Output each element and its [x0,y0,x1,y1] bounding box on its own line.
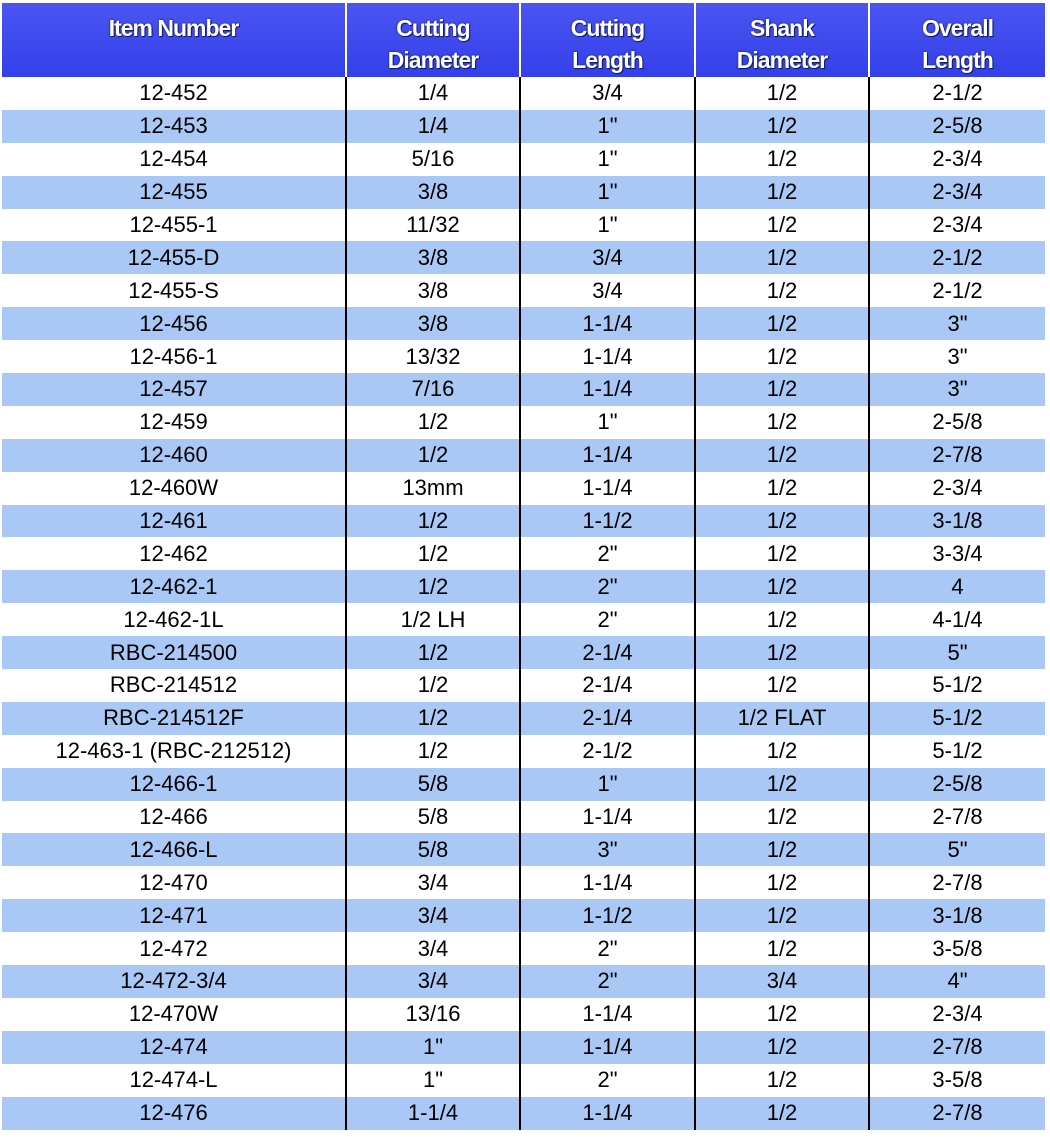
cutting-diameter-cell: 1/2 [346,570,520,603]
cutting-length-cell: 1" [520,176,695,209]
shank-diameter-cell: 1/2 [695,505,869,538]
table-row [2,307,1045,340]
cutting-length-cell: 1" [520,768,695,801]
overall-length-cell: 2-3/4 [869,998,1045,1031]
cutting-length-cell: 2" [520,932,695,965]
table-row [2,833,1045,866]
shank-diameter-cell: 1/2 [695,274,869,307]
item-number-cell: 12-471 [2,899,346,932]
table-row [2,241,1045,274]
item-number-cell: 12-470 [2,866,346,899]
table-row [2,274,1045,307]
cutting-length-cell: 1" [520,110,695,143]
cutting-length-cell: 1-1/4 [520,998,695,1031]
overall-length-cell: 5" [869,636,1045,669]
shank-diameter-cell: 1/2 [695,1097,869,1130]
overall-length-cell: 2-7/8 [869,1031,1045,1064]
item-number-cell: 12-470W [2,998,346,1031]
cutting-diameter-cell: 1/2 [346,537,520,570]
item-number-cell: 12-463-1 (RBC-212512) [2,735,346,768]
cutting-length-cell: 2" [520,603,695,636]
shank-diameter-cell: 1/2 [695,998,869,1031]
table-row [2,505,1045,538]
table-row [2,735,1045,768]
overall-length-cell: 3-3/4 [869,537,1045,570]
cutting-length-cell: 1-1/2 [520,505,695,538]
cutting-diameter-cell: 3/8 [346,241,520,274]
overall-length-cell: 2-7/8 [869,1097,1045,1130]
table-body [2,77,1045,1130]
overall-length-cell: 2-3/4 [869,176,1045,209]
cutting-diameter-cell: 1/4 [346,77,520,110]
shank-diameter-cell: 1/2 [695,176,869,209]
overall-length-cell: 2-3/4 [869,472,1045,505]
item-number-cell: 12-460 [2,439,346,472]
shank-diameter-cell: 1/2 [695,472,869,505]
cutting-diameter-cell: 13/16 [346,998,520,1031]
shank-diameter-cell: 1/2 [695,570,869,603]
shank-diameter-cell: 1/2 [695,866,869,899]
table-row [2,998,1045,1031]
cutting-length-cell: 2" [520,965,695,998]
cutting-length-cell: 1-1/4 [520,307,695,340]
cutting-length-cell: 2" [520,1064,695,1097]
shank-diameter-cell: 1/2 FLAT [695,702,869,735]
table-row [2,603,1045,636]
item-number-cell: 12-457 [2,373,346,406]
cutting-diameter-cell: 3/4 [346,866,520,899]
item-number-cell: 12-454 [2,143,346,176]
item-number-cell: RBC-214500 [2,636,346,669]
overall-length-cell: 4-1/4 [869,603,1045,636]
header-shank-diameter-line-2: Diameter [736,47,828,73]
table-row [2,702,1045,735]
cutting-diameter-cell: 1/2 [346,636,520,669]
cutting-length-cell: 3/4 [520,274,695,307]
cutting-diameter-cell: 1/2 [346,702,520,735]
cutting-diameter-cell: 3/8 [346,176,520,209]
table-row [2,373,1045,406]
cutting-length-cell: 3/4 [520,241,695,274]
shank-diameter-cell: 1/2 [695,1064,869,1097]
shank-diameter-cell: 1/2 [695,636,869,669]
shank-diameter-cell: 1/2 [695,439,869,472]
shank-diameter-cell: 1/2 [695,833,869,866]
overall-length-cell: 3" [869,340,1045,373]
overall-length-cell: 2-1/2 [869,241,1045,274]
cutting-length-cell: 1" [520,143,695,176]
overall-length-cell: 4" [869,965,1045,998]
cutting-length-cell: 2" [520,570,695,603]
item-number-cell: 12-462 [2,537,346,570]
overall-length-cell: 2-7/8 [869,866,1045,899]
item-number-cell: 12-476 [2,1097,346,1130]
cutting-diameter-cell: 1/4 [346,110,520,143]
table-row [2,866,1045,899]
shank-diameter-cell: 1/2 [695,899,869,932]
cutting-length-cell: 1-1/4 [520,373,695,406]
cutting-length-cell: 3" [520,833,695,866]
item-number-cell: 12-466-L [2,833,346,866]
item-number-cell: 12-462-1L [2,603,346,636]
shank-diameter-cell: 1/2 [695,373,869,406]
table-row [2,340,1045,373]
header-cutting-length [520,3,695,77]
cutting-diameter-cell: 1/2 [346,406,520,439]
table-row [2,669,1045,702]
shank-diameter-cell: 1/2 [695,1031,869,1064]
shank-diameter-cell: 3/4 [695,965,869,998]
cutting-diameter-cell: 3/4 [346,965,520,998]
table-row [2,209,1045,242]
cutting-diameter-cell: 5/8 [346,768,520,801]
item-number-cell: 12-456-1 [2,340,346,373]
shank-diameter-cell: 1/2 [695,77,869,110]
overall-length-cell: 3" [869,307,1045,340]
table-row [2,1097,1045,1130]
item-number-cell: 12-462-1 [2,570,346,603]
item-number-cell: RBC-214512F [2,702,346,735]
cutting-diameter-cell: 3/4 [346,932,520,965]
cutting-diameter-cell: 13/32 [346,340,520,373]
table-row [2,965,1045,998]
cutting-diameter-cell: 1-1/4 [346,1097,520,1130]
cutting-diameter-cell: 1" [346,1064,520,1097]
overall-length-cell: 2-7/8 [869,439,1045,472]
cutting-length-cell: 2-1/4 [520,702,695,735]
shank-diameter-cell: 1/2 [695,340,869,373]
table-row [2,176,1045,209]
shank-diameter-cell: 1/2 [695,241,869,274]
item-number-cell: 12-466 [2,801,346,834]
header-cutting-diameter-line-1: Cutting [396,15,470,41]
header-shank-diameter-line-1: Shank [749,15,815,41]
shank-diameter-cell: 1/2 [695,143,869,176]
table-row [2,899,1045,932]
header-cutting-diameter [346,3,520,77]
overall-length-cell: 2-1/2 [869,77,1045,110]
item-number-cell: 12-474 [2,1031,346,1064]
cutting-diameter-cell: 1/2 [346,669,520,702]
cutting-length-cell: 1" [520,209,695,242]
overall-length-cell: 4 [869,570,1045,603]
cutting-diameter-cell: 5/8 [346,801,520,834]
overall-length-cell: 2-3/4 [869,143,1045,176]
table-row [2,110,1045,143]
cutting-diameter-cell: 11/32 [346,209,520,242]
header-cutting-diameter-line-2: Diameter [387,47,479,73]
table-row [2,636,1045,669]
cutting-diameter-cell: 3/4 [346,899,520,932]
item-number-cell: 12-466-1 [2,768,346,801]
overall-length-cell: 2-3/4 [869,209,1045,242]
cutting-length-cell: 1-1/4 [520,1031,695,1064]
item-number-cell: 12-459 [2,406,346,439]
shank-diameter-cell: 1/2 [695,209,869,242]
header-item-number [2,3,346,77]
cutting-length-cell: 2" [520,537,695,570]
cutting-length-cell: 3/4 [520,77,695,110]
table-row [2,439,1045,472]
cutting-length-cell: 1" [520,406,695,439]
cutting-diameter-cell: 13mm [346,472,520,505]
cutting-diameter-cell: 3/8 [346,307,520,340]
cutting-length-cell: 1-1/4 [520,472,695,505]
overall-length-cell: 3-1/8 [869,899,1045,932]
router-bit-spec-table [2,3,1045,1130]
item-number-cell: 12-461 [2,505,346,538]
table-row [2,768,1045,801]
item-number-cell: 12-460W [2,472,346,505]
table-row [2,570,1045,603]
item-number-cell: 12-455 [2,176,346,209]
table-row [2,406,1045,439]
shank-diameter-cell: 1/2 [695,110,869,143]
header-shank-diameter [695,3,869,77]
cutting-length-cell: 2-1/4 [520,636,695,669]
shank-diameter-cell: 1/2 [695,801,869,834]
cutting-diameter-cell: 3/8 [346,274,520,307]
table-row [2,143,1045,176]
cutting-diameter-cell: 1/2 [346,505,520,538]
item-number-cell: 12-472-3/4 [2,965,346,998]
header-cutting-length-line-1: Cutting [570,15,645,41]
shank-diameter-cell: 1/2 [695,307,869,340]
overall-length-cell: 2-5/8 [869,406,1045,439]
overall-length-cell: 3-1/8 [869,505,1045,538]
cutting-diameter-cell: 1/2 LH [346,603,520,636]
header-cutting-length-line-2: Length [572,47,643,73]
table-row [2,537,1045,570]
overall-length-cell: 5-1/2 [869,735,1045,768]
cutting-length-cell: 1-1/4 [520,340,695,373]
shank-diameter-cell: 1/2 [695,406,869,439]
cutting-diameter-cell: 5/16 [346,143,520,176]
overall-length-cell: 5-1/2 [869,702,1045,735]
shank-diameter-cell: 1/2 [695,603,869,636]
header-overall-length-line-1: Overall [922,15,993,41]
header-row [2,3,1045,77]
header-overall-length-line-2: Length [922,47,993,73]
table-row [2,472,1045,505]
overall-length-cell: 5-1/2 [869,669,1045,702]
item-number-cell: 12-455-S [2,274,346,307]
item-number-cell: 12-455-D [2,241,346,274]
overall-length-cell: 5" [869,833,1045,866]
item-number-cell: RBC-214512 [2,669,346,702]
shank-diameter-cell: 1/2 [695,537,869,570]
header-overall-length [869,3,1045,77]
cutting-diameter-cell: 5/8 [346,833,520,866]
item-number-cell: 12-452 [2,77,346,110]
table-row [2,77,1045,110]
overall-length-cell: 2-5/8 [869,110,1045,143]
item-number-cell: 12-453 [2,110,346,143]
overall-length-cell: 2-1/2 [869,274,1045,307]
cutting-diameter-cell: 1/2 [346,439,520,472]
item-number-cell: 12-456 [2,307,346,340]
overall-length-cell: 3-5/8 [869,932,1045,965]
table-row [2,932,1045,965]
cutting-length-cell: 1-1/4 [520,439,695,472]
cutting-length-cell: 1-1/4 [520,866,695,899]
item-number-cell: 12-472 [2,932,346,965]
shank-diameter-cell: 1/2 [695,735,869,768]
cutting-diameter-cell: 1" [346,1031,520,1064]
item-number-cell: 12-474-L [2,1064,346,1097]
table-row [2,1064,1045,1097]
table-row [2,801,1045,834]
item-number-cell: 12-455-1 [2,209,346,242]
cutting-diameter-cell: 1/2 [346,735,520,768]
overall-length-cell: 2-7/8 [869,801,1045,834]
overall-length-cell: 3-5/8 [869,1064,1045,1097]
header-item-number-line-1: Item Number [108,15,239,41]
cutting-length-cell: 1-1/2 [520,899,695,932]
cutting-length-cell: 2-1/4 [520,669,695,702]
table-row [2,1031,1045,1064]
shank-diameter-cell: 1/2 [695,932,869,965]
overall-length-cell: 3" [869,373,1045,406]
cutting-length-cell: 1-1/4 [520,801,695,834]
cutting-length-cell: 1-1/4 [520,1097,695,1130]
cutting-diameter-cell: 7/16 [346,373,520,406]
shank-diameter-cell: 1/2 [695,768,869,801]
overall-length-cell: 2-5/8 [869,768,1045,801]
shank-diameter-cell: 1/2 [695,669,869,702]
cutting-length-cell: 2-1/2 [520,735,695,768]
